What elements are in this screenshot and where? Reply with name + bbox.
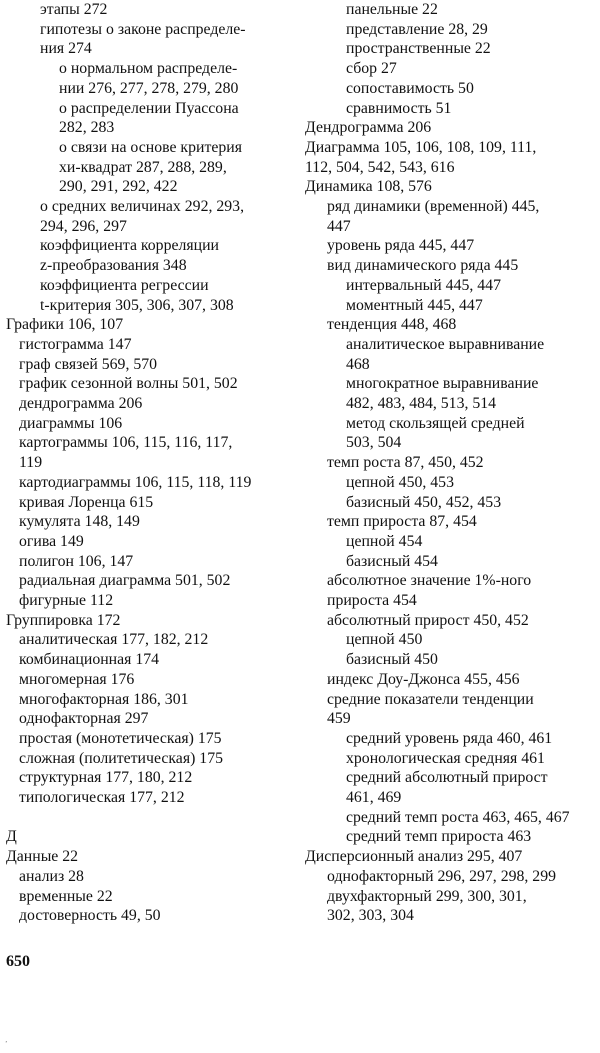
index-entry: однофакторный 296, 297, 298, 299 xyxy=(327,867,556,885)
index-entry: структурная 177, 180, 212 xyxy=(19,769,193,787)
index-entry: средние показатели тенденции xyxy=(327,690,534,708)
index-entry: 302, 303, 304 xyxy=(327,907,414,925)
index-entry: хи-квадрат 287, 288, 289, xyxy=(59,158,227,176)
index-entry: представление 28, 29 xyxy=(346,20,488,38)
index-entry: 503, 504 xyxy=(346,434,402,452)
index-entry: полигон 106, 147 xyxy=(19,552,134,570)
index-heading: Группировка 172 xyxy=(6,611,121,629)
index-heading: Динамика 108, 576 xyxy=(305,178,432,196)
index-entry: сравнимость 51 xyxy=(346,99,452,117)
index-heading: Графики 106, 107 xyxy=(6,316,124,334)
index-entry: средний абсолютный прирост xyxy=(346,769,548,787)
index-entry: интервальный 445, 447 xyxy=(346,276,501,294)
index-entry: временные 22 xyxy=(19,887,113,905)
index-entry: цепной 454 xyxy=(346,532,423,550)
index-entry: 459 xyxy=(327,710,351,728)
index-entry: типологическая 177, 212 xyxy=(19,789,185,806)
index-entry: кривая Лоренца 615 xyxy=(19,493,154,511)
index-entry: темп прироста 87, 454 xyxy=(327,513,477,531)
index-entry: сложная (политетическая) 175 xyxy=(19,749,223,767)
index-heading: Данные 22 xyxy=(6,848,79,866)
index-entry: аналитическая 177, 182, 212 xyxy=(19,631,209,649)
index-entry: однофакторная 297 xyxy=(19,710,149,728)
index-entry: о связи на основе критерия xyxy=(59,138,242,156)
index-entry: 468 xyxy=(346,355,370,373)
index-entry: 447 xyxy=(327,217,351,235)
index-entry: пространственные 22 xyxy=(346,40,491,58)
index-entry: 282, 283 xyxy=(59,119,115,137)
index-entry: дендрограмма 206 xyxy=(19,395,143,412)
index-entry: 290, 291, 292, 422 xyxy=(59,178,178,196)
index-entry: базисный 454 xyxy=(346,552,438,570)
index-entry: огива 149 xyxy=(19,532,84,550)
index-entry: многофакторная 186, 301 xyxy=(19,690,189,708)
index-entry: кумулята 148, 149 xyxy=(19,513,140,531)
index-entry: z-преобразования 348 xyxy=(40,257,187,275)
index-entry: моментный 445, 447 xyxy=(346,296,483,314)
index-entry: темп роста 87, 450, 452 xyxy=(327,454,484,472)
index-heading: Диаграмма 105, 106, 108, 109, 111, xyxy=(305,138,537,156)
index-entry: комбинационная 174 xyxy=(19,651,160,669)
index-entry: 294, 296, 297 xyxy=(40,217,127,235)
page-number: 650 xyxy=(6,953,30,970)
index-entry: сопоставимость 50 xyxy=(346,79,474,97)
index-entry: базисный 450, 452, 453 xyxy=(346,493,502,511)
index-entry: 482, 483, 484, 513, 514 xyxy=(346,395,497,412)
index-entry: ряд динамики (временной) 445, xyxy=(327,198,540,215)
index-entry: тенденция 448, 468 xyxy=(327,316,457,334)
index-entry: 119 xyxy=(19,454,43,472)
index-entry: двухфакторный 299, 300, 301, xyxy=(327,887,527,905)
index-entry: ния 274 xyxy=(40,40,92,58)
index-heading: Дендрограмма 206 xyxy=(305,119,432,137)
index-entry: граф связей 569, 570 xyxy=(19,355,158,373)
index-entry: картограммы 106, 115, 116, 117, xyxy=(19,434,233,452)
index-entry: о средних величинах 292, 293, xyxy=(40,198,245,215)
index-entry: средний темп прироста 463 xyxy=(346,828,532,846)
index-entry: диаграммы 106 xyxy=(19,414,123,432)
index-entry: уровень ряда 445, 447 xyxy=(327,237,475,255)
index-entry: о распределении Пуассона xyxy=(59,99,239,117)
index-entry: аналитическое выравнивание xyxy=(346,335,545,353)
index-entry: базисный 450 xyxy=(346,651,438,669)
index-entry: простая (монотетическая) 175 xyxy=(19,729,222,747)
index-entry: индекс Доу-Джонса 455, 456 xyxy=(327,670,520,688)
index-entry: радиальная диаграмма 501, 502 xyxy=(19,572,231,590)
index-heading: Д xyxy=(6,828,17,846)
index-entry: хронологическая средняя 461 xyxy=(346,749,545,767)
index-entry: t-критерия 305, 306, 307, 308 xyxy=(40,296,234,314)
index-entry: средний уровень ряда 460, 461 xyxy=(346,729,553,747)
index-entry: достоверность 49, 50 xyxy=(19,907,161,925)
index-entry: абсолютный прирост 450, 452 xyxy=(327,611,529,629)
index-entry: фигурные 112 xyxy=(19,592,114,609)
index-entry: нии 276, 277, 278, 279, 280 xyxy=(59,79,239,97)
index-entry: сбор 27 xyxy=(346,60,397,78)
index-entry: цепной 450 xyxy=(346,631,423,649)
index-heading: Дисперсионный анализ 295, 407 xyxy=(305,848,523,866)
index-entry: панельные 22 xyxy=(346,1,438,18)
index-heading: 112, 504, 542, 543, 616 xyxy=(305,158,455,176)
index-entry: многомерная 176 xyxy=(19,670,135,688)
index-entry: 461, 469 xyxy=(346,789,402,806)
index-entry: вид динамического ряда 445 xyxy=(327,257,519,275)
corner-mark: ʼ xyxy=(5,1040,8,1048)
index-entry: цепной 450, 453 xyxy=(346,473,454,491)
index-entry: гипотезы о законе распределе- xyxy=(40,20,246,38)
index-entry: этапы 272 xyxy=(40,1,108,18)
index-entry: коэффициента регрессии xyxy=(40,276,209,294)
index-entry: анализ 28 xyxy=(19,867,84,885)
index-entry: о нормальном распределе- xyxy=(59,60,238,78)
index-entry: коэффициента корреляции xyxy=(40,237,220,255)
index-entry: метод скользящей средней xyxy=(346,414,525,432)
index-entry: гистограмма 147 xyxy=(19,335,132,353)
index-entry: средний темп роста 463, 465, 467 xyxy=(346,808,570,826)
index-entry: многократное выравнивание xyxy=(346,375,539,393)
index-entry: прироста 454 xyxy=(327,592,417,609)
index-entry: абсолютное значение 1%-ного xyxy=(327,572,532,590)
index-entry: картодиаграммы 106, 115, 118, 119 xyxy=(19,473,252,491)
index-entry: график сезонной волны 501, 502 xyxy=(19,375,238,393)
